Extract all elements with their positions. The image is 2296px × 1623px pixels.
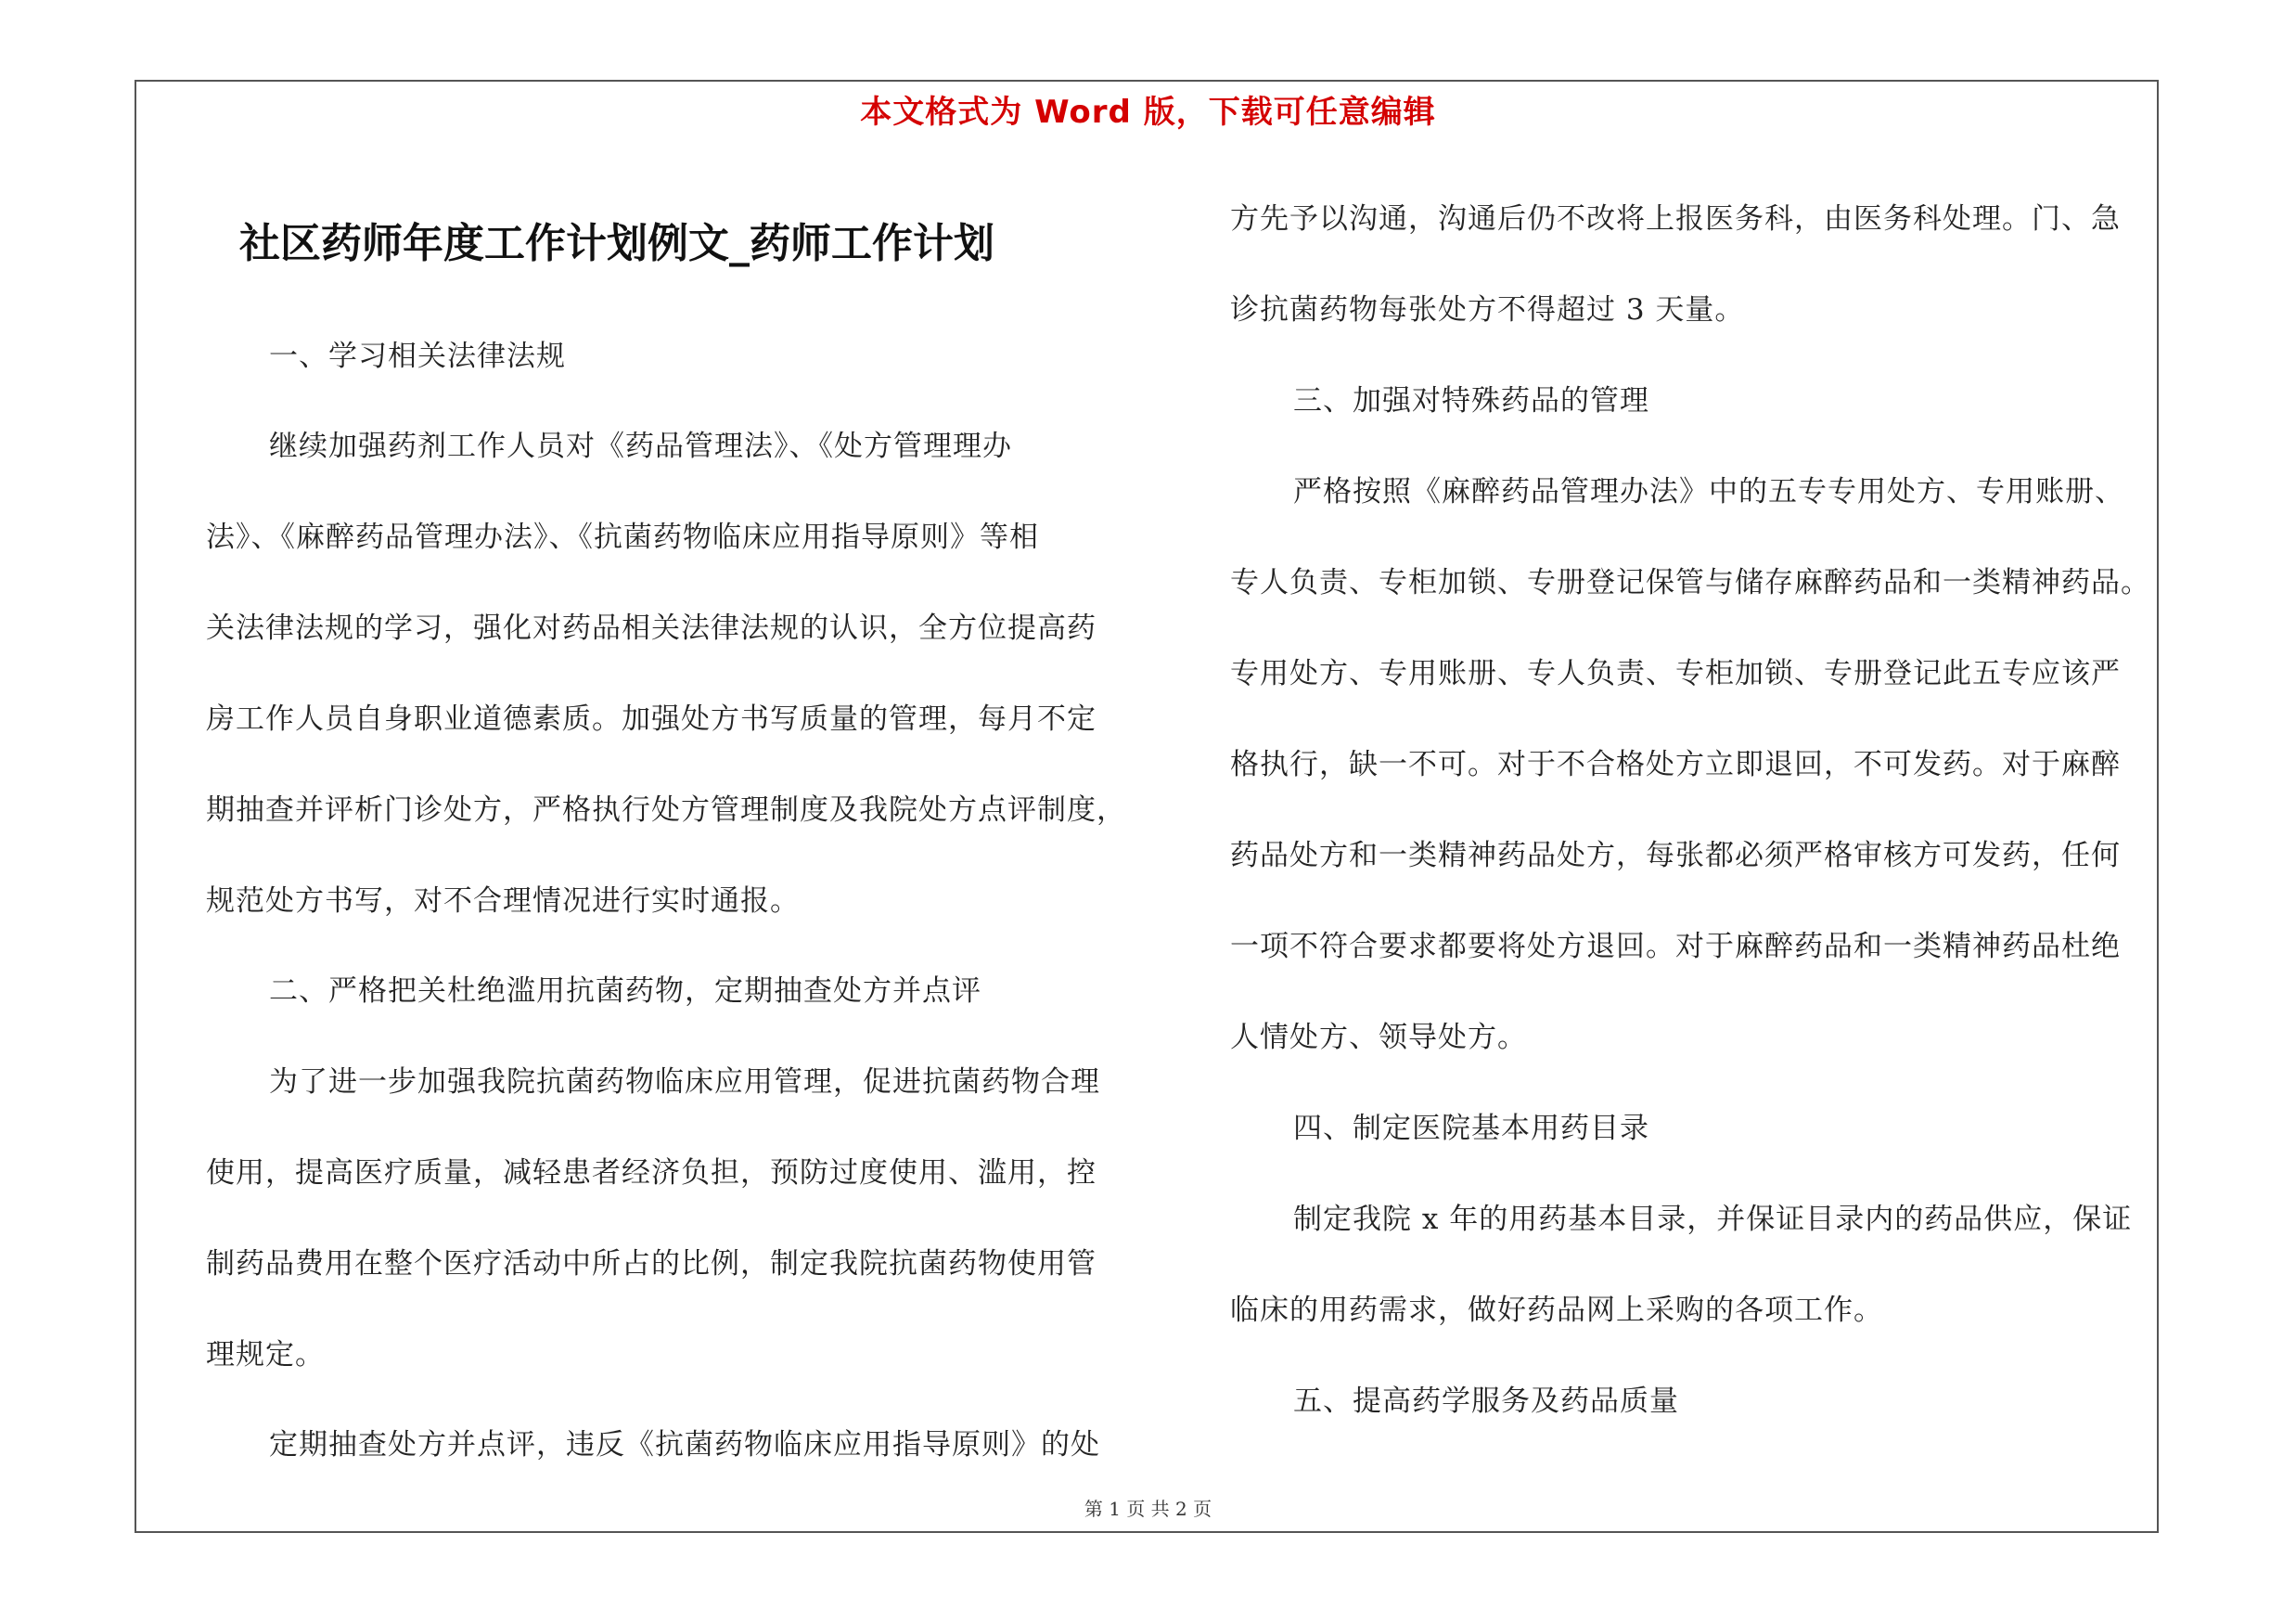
paragraph-line: 诊抗菌药物每张处方不得超过 3 天量。 (1230, 293, 1745, 327)
paragraph-line: 临床的用药需求，做好药品网上采购的各项工作。 (1230, 1294, 1883, 1327)
paragraph-line: 规范处方书写，对不合理情况进行实时通报。 (206, 884, 800, 918)
paragraph-line: 格执行，缺一不可。对于不合格处方立即退回，不可发药。对于麻醉 (1230, 748, 2121, 781)
paragraph-line: 专用处方、专用账册、专人负责、专柜加锁、专册登记此五专应该严 (1230, 657, 2121, 690)
paragraph-line: 制定我院 x 年的用药基本目录，并保证目录内的药品供应，保证 (1293, 1203, 2133, 1236)
section-heading: 五、提高药学服务及药品质量 (1293, 1385, 1679, 1418)
paragraph-line: 继续加强药剂工作人员对《药品管理法》、《处方管理理办 (269, 430, 1012, 463)
section-heading: 四、制定医院基本用药目录 (1293, 1112, 1649, 1145)
section-heading: 一、学习相关法律法规 (269, 340, 566, 373)
paragraph-line: 药品处方和一类精神药品处方，每张都必须严格审核方可发药，任何 (1230, 839, 2121, 872)
paragraph-line: 房工作人员自身职业道德素质。加强处方书写质量的管理，每月不定 (206, 702, 1097, 736)
paragraph-line: 关法律法规的学习，强化对药品相关法律法规的认识，全方位提高药 (206, 612, 1097, 645)
section-heading: 二、严格把关杜绝滥用抗菌药物，定期抽查处方并点评 (269, 974, 981, 1008)
paragraph-line: 人情处方、领导处方。 (1230, 1021, 1527, 1054)
paragraph-line: 方先予以沟通，沟通后仍不改将上报医务科，由医务科处理。门、急 (1230, 202, 2121, 236)
paragraph-line: 专人负责、专柜加锁、专册登记保管与储存麻醉药品和一类精神药品。 (1230, 566, 2150, 599)
section-heading: 三、加强对特殊药品的管理 (1293, 384, 1649, 418)
paragraph-line: 定期抽查处方并点评，违反《抗菌药物临床应用指导原则》的处 (269, 1428, 1100, 1462)
page-number: 第 1 页 共 2 页 (1084, 1498, 1212, 1520)
paragraph-line: 制药品费用在整个医疗活动中所占的比例，制定我院抗菌药物使用管 (206, 1247, 1097, 1281)
paragraph-line: 严格按照《麻醉药品管理办法》中的五专专用处方、专用账册、 (1293, 475, 2124, 509)
paragraph-line: 为了进一步加强我院抗菌药物临床应用管理，促进抗菌药物合理 (269, 1065, 1100, 1099)
paragraph-line: 期抽查并评析门诊处方，严格执行处方管理制度及我院处方点评制度， (206, 793, 1126, 827)
paragraph-line: 一项不符合要求都要将处方退回。对于麻醉药品和一类精神药品杜绝 (1230, 930, 2121, 963)
document-title: 社区药师年度工作计划例文_药师工作计划 (239, 220, 994, 267)
paragraph-line: 理规定。 (206, 1338, 325, 1372)
format-banner: 本文格式为 Word 版，下载可任意编辑 (860, 94, 1436, 131)
paragraph-line: 使用，提高医疗质量，减轻患者经济负担，预防过度使用、滥用，控 (206, 1156, 1097, 1190)
paragraph-line: 法》、《麻醉药品管理办法》、《抗菌药物临床应用指导原则》等相 (206, 521, 1039, 554)
